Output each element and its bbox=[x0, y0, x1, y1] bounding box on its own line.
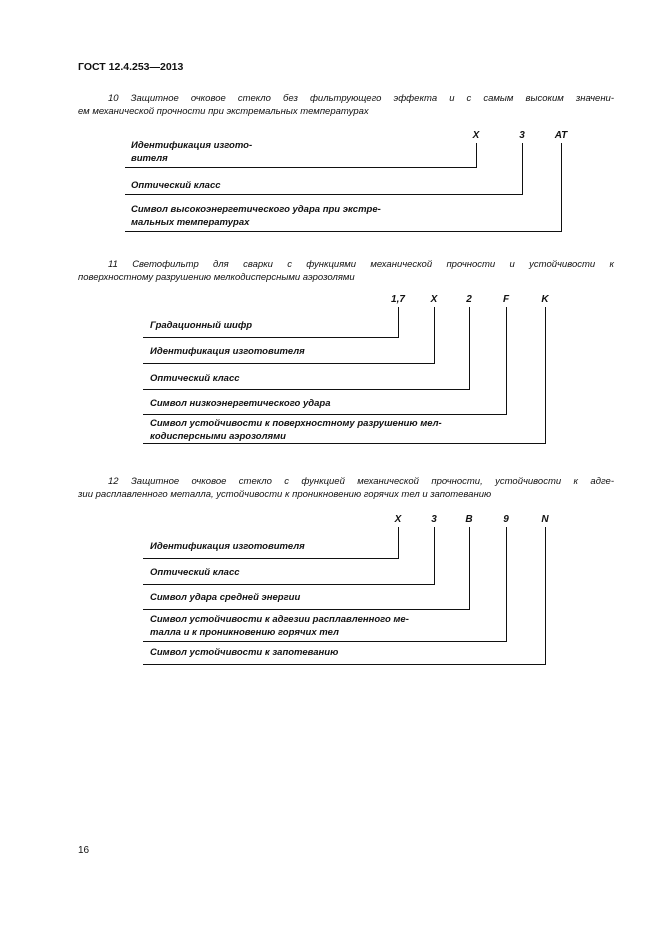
code-symbol: X bbox=[430, 294, 438, 305]
section-10-caption bbox=[78, 92, 614, 118]
label-line: Идентификация изгото- bbox=[131, 140, 253, 151]
label-line: вителя bbox=[131, 152, 168, 164]
leader-line bbox=[545, 527, 546, 665]
code-label bbox=[150, 346, 305, 359]
label-line: талла и к проникновению горячих тел bbox=[150, 626, 339, 638]
label-line: мальных температурах bbox=[131, 216, 250, 228]
leader-line bbox=[125, 231, 562, 232]
caption-line: 10 Защитное очковое стекло без фильтрующего эффекта и с самым высоким значени- bbox=[108, 93, 614, 104]
code-symbol: F bbox=[502, 294, 510, 305]
label-line: Символ устойчивости к запотеванию bbox=[150, 647, 339, 658]
code-label bbox=[150, 592, 300, 605]
leader-line bbox=[125, 194, 523, 195]
leader-line bbox=[506, 307, 507, 415]
label-line: Символ высокоэнергетического удара при экстре- bbox=[131, 204, 381, 215]
code-label bbox=[131, 180, 221, 193]
leader-line bbox=[143, 443, 546, 444]
code-symbol: 9 bbox=[503, 514, 509, 525]
label-line: Оптический класс bbox=[150, 373, 240, 384]
caption-line: зии расплавленного металла, устойчивости к проникновению горячих тел и запотеванию bbox=[78, 489, 492, 500]
page-number: 16 bbox=[78, 845, 90, 856]
code-symbol: 2 bbox=[466, 294, 472, 305]
code-label bbox=[131, 140, 252, 165]
leader-line bbox=[434, 307, 435, 364]
label-line: Оптический класс bbox=[150, 567, 240, 578]
caption-line: поверхностному разрушению мелкодисперсными аэрозолями bbox=[78, 272, 355, 283]
leader-line bbox=[398, 307, 399, 338]
code-symbol: 3 bbox=[431, 514, 437, 525]
leader-line bbox=[398, 527, 399, 559]
leader-line bbox=[545, 307, 546, 444]
code-label bbox=[150, 567, 240, 580]
code-symbol: 3 bbox=[519, 130, 525, 141]
code-symbol: X bbox=[394, 514, 402, 525]
leader-line bbox=[125, 167, 477, 168]
code-label bbox=[150, 398, 331, 411]
leader-line bbox=[143, 414, 507, 415]
code-label bbox=[150, 614, 409, 639]
label-line: Символ низкоэнергетического удара bbox=[150, 398, 331, 409]
code-label bbox=[150, 541, 305, 554]
label-line: Символ устойчивости к поверхностному разрушению мел- bbox=[150, 418, 442, 429]
leader-line bbox=[476, 143, 477, 168]
code-symbol: B bbox=[465, 514, 473, 525]
code-label bbox=[150, 373, 240, 386]
code-symbol: X bbox=[472, 130, 480, 141]
label-line: Символ удара средней энергии bbox=[150, 592, 301, 603]
section-11-caption bbox=[78, 258, 614, 284]
leader-line bbox=[143, 389, 470, 390]
leader-line bbox=[143, 609, 470, 610]
section-12-caption bbox=[78, 475, 614, 501]
leader-line bbox=[522, 143, 523, 195]
label-line: Градационный шифр bbox=[150, 320, 253, 331]
code-symbol: K bbox=[541, 294, 549, 305]
label-line: Символ устойчивости к адгезии расплавленного ме- bbox=[150, 614, 409, 625]
leader-line bbox=[143, 641, 507, 642]
leader-line bbox=[143, 363, 435, 364]
label-line: кодисперсными аэрозолями bbox=[150, 430, 286, 442]
leader-line bbox=[143, 337, 399, 338]
label-line: Оптический класс bbox=[131, 180, 221, 191]
leader-line bbox=[469, 527, 470, 610]
leader-line bbox=[469, 307, 470, 390]
leader-line bbox=[143, 664, 546, 665]
code-symbol: AT bbox=[554, 130, 568, 141]
code-symbol: N bbox=[541, 514, 549, 525]
caption-line: ем механической прочности при экстремальных температурах bbox=[78, 106, 369, 117]
leader-line bbox=[143, 584, 435, 585]
label-line: Идентификация изготовителя bbox=[150, 541, 305, 552]
leader-line bbox=[561, 143, 562, 232]
code-label bbox=[150, 418, 442, 443]
code-label bbox=[150, 647, 338, 660]
label-line: Идентификация изготовителя bbox=[150, 346, 305, 357]
code-symbol: 1,7 bbox=[391, 294, 405, 305]
caption-line: 12 Защитное очковое стекло с функцией механической прочности, устойчивости к адге- bbox=[108, 476, 614, 487]
caption-line: 11 Светофильтр для сварки с функциями механической прочности и устойчивости к bbox=[108, 259, 614, 270]
document-header: ГОСТ 12.4.253—2013 bbox=[78, 61, 184, 73]
leader-line bbox=[434, 527, 435, 585]
code-label bbox=[131, 204, 381, 229]
code-label bbox=[150, 320, 252, 333]
leader-line bbox=[143, 558, 399, 559]
leader-line bbox=[506, 527, 507, 642]
